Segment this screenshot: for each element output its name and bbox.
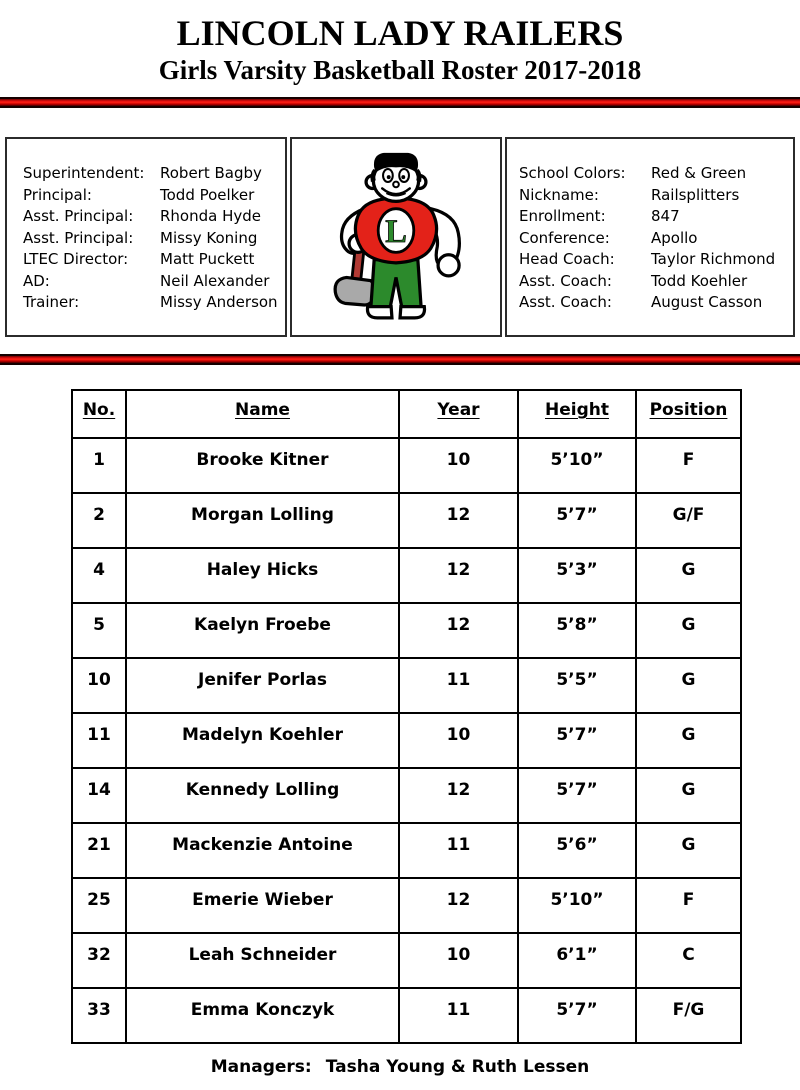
cell-year: 11: [399, 988, 518, 1043]
info-value: Matt Puckett: [160, 250, 255, 268]
managers-line: [0, 1057, 800, 1077]
cell-position: G: [636, 768, 741, 823]
cell-number: 1: [72, 438, 126, 493]
info-value: Todd Koehler: [651, 271, 748, 290]
managers-label: Managers:: [210, 1057, 312, 1077]
cell-position: F: [636, 878, 741, 933]
info-line: [23, 206, 285, 228]
info-value: Railsplitters: [651, 185, 740, 204]
table-header-row: [72, 390, 741, 438]
cell-year: 10: [399, 933, 518, 988]
column-header: [518, 390, 636, 438]
column-header-label: No.: [82, 400, 116, 420]
column-header: [399, 390, 518, 438]
info-label: Asst. Principal:: [23, 228, 134, 247]
info-label: Asst. Principal:: [23, 207, 134, 225]
info-value: Robert Bagby: [160, 164, 262, 182]
cell-position: G: [636, 548, 741, 603]
railsplitter-mascot-image: [311, 148, 481, 326]
cell-height: 5’6”: [518, 823, 636, 878]
cell-number: 5: [72, 603, 126, 658]
cell-number: 33: [72, 988, 126, 1043]
column-header: [126, 390, 399, 438]
info-label: Asst. Coach:: [519, 271, 612, 290]
info-value: Apollo: [651, 228, 698, 247]
info-line: [519, 249, 793, 271]
info-line: [23, 228, 285, 250]
info-value: Todd Poelker: [160, 185, 255, 204]
cell-year: 12: [399, 768, 518, 823]
cell-name: Mackenzie Antoine: [126, 823, 399, 878]
info-label: AD:: [23, 271, 50, 290]
info-line: [23, 163, 285, 185]
table-row: [72, 878, 741, 933]
table-row: [72, 548, 741, 603]
table-row: [72, 493, 741, 548]
cell-name: Leah Schneider: [126, 933, 399, 988]
column-header-label: Position: [649, 400, 728, 420]
cell-height: 5’5”: [518, 658, 636, 713]
table-row: [72, 713, 741, 768]
cell-name: Kennedy Lolling: [126, 768, 399, 823]
cell-number: 32: [72, 933, 126, 988]
managers-names: Tasha Young & Ruth Lessen: [325, 1057, 590, 1077]
column-header-label: Name: [235, 400, 290, 420]
table-row: [72, 823, 741, 878]
cell-name: Emerie Wieber: [126, 878, 399, 933]
table-row: [72, 438, 741, 493]
table-row: [72, 603, 741, 658]
info-value: Neil Alexander: [160, 271, 270, 290]
cell-position: G: [636, 823, 741, 878]
info-value: Taylor Richmond: [651, 250, 776, 268]
cell-number: 14: [72, 768, 126, 823]
info-value: Missy Anderson: [160, 293, 278, 311]
cell-number: 2: [72, 493, 126, 548]
staff-info-box: [5, 137, 287, 337]
info-line: [23, 292, 285, 314]
info-label: Nickname:: [519, 185, 599, 204]
table-row: [72, 933, 741, 988]
cell-number: 25: [72, 878, 126, 933]
cell-height: 5’7”: [518, 713, 636, 768]
info-line: [519, 163, 793, 185]
info-label: Asst. Coach:: [519, 293, 612, 311]
info-label: Principal:: [23, 185, 92, 204]
cell-name: Brooke Kitner: [126, 438, 399, 493]
cell-number: 10: [72, 658, 126, 713]
info-label: LTEC Director:: [23, 250, 129, 268]
cell-position: F/G: [636, 988, 741, 1043]
cell-name: Kaelyn Froebe: [126, 603, 399, 658]
cell-year: 11: [399, 823, 518, 878]
cell-position: G/F: [636, 493, 741, 548]
cell-name: Emma Konczyk: [126, 988, 399, 1043]
mascot-box: [290, 137, 502, 337]
document-header: [0, 0, 800, 85]
cell-number: 21: [72, 823, 126, 878]
info-value: Rhonda Hyde: [160, 207, 262, 225]
cell-year: 10: [399, 438, 518, 493]
cell-name: Morgan Lolling: [126, 493, 399, 548]
info-line: [519, 292, 793, 314]
cell-height: 5’7”: [518, 988, 636, 1043]
column-header: [636, 390, 741, 438]
red-divider-bar-top: [0, 97, 800, 108]
info-value: Red & Green: [651, 164, 747, 182]
cell-height: 5’8”: [518, 603, 636, 658]
table-row: [72, 988, 741, 1043]
roster-table: [71, 389, 742, 1044]
info-label: Superintendent:: [23, 164, 145, 182]
cell-height: 5’7”: [518, 493, 636, 548]
info-line: [23, 249, 285, 271]
page-title: LINCOLN LADY RAILERS: [176, 13, 624, 53]
table-row: [72, 658, 741, 713]
cell-position: C: [636, 933, 741, 988]
red-divider-bar-bottom: [0, 354, 800, 365]
info-line: [519, 271, 793, 293]
cell-position: G: [636, 603, 741, 658]
info-line: [519, 185, 793, 207]
cell-number: 11: [72, 713, 126, 768]
info-label: Enrollment:: [519, 207, 606, 225]
cell-height: 5’3”: [518, 548, 636, 603]
cell-height: 5’7”: [518, 768, 636, 823]
mascot-letter: L: [385, 212, 407, 249]
cell-year: 11: [399, 658, 518, 713]
cell-year: 10: [399, 713, 518, 768]
cell-position: G: [636, 658, 741, 713]
cell-name: Jenifer Porlas: [126, 658, 399, 713]
cell-year: 12: [399, 878, 518, 933]
cell-name: Madelyn Koehler: [126, 713, 399, 768]
cell-year: 12: [399, 548, 518, 603]
info-line: [519, 206, 793, 228]
info-line: [23, 271, 285, 293]
column-header-label: Height: [545, 400, 609, 420]
cell-height: 6’1”: [518, 933, 636, 988]
info-value: August Casson: [651, 293, 763, 311]
info-value: Missy Koning: [160, 228, 258, 247]
cell-height: 5’10”: [518, 878, 636, 933]
info-value: 847: [651, 207, 680, 225]
info-label: Trainer:: [23, 293, 80, 311]
cell-height: 5’10”: [518, 438, 636, 493]
cell-name: Haley Hicks: [126, 548, 399, 603]
column-header: [72, 390, 126, 438]
info-label: Head Coach:: [519, 250, 615, 268]
cell-year: 12: [399, 603, 518, 658]
school-info-section: [5, 137, 795, 337]
column-header-label: Year: [437, 400, 480, 420]
cell-year: 12: [399, 493, 518, 548]
info-line: [519, 228, 793, 250]
cell-position: F: [636, 438, 741, 493]
cell-position: G: [636, 713, 741, 768]
table-row: [72, 768, 741, 823]
page-subtitle: Girls Varsity Basketball Roster 2017-2018: [158, 55, 642, 85]
info-label: School Colors:: [519, 164, 626, 182]
info-label: Conference:: [519, 228, 610, 247]
team-info-box: [505, 137, 795, 337]
cell-number: 4: [72, 548, 126, 603]
info-line: [23, 185, 285, 207]
